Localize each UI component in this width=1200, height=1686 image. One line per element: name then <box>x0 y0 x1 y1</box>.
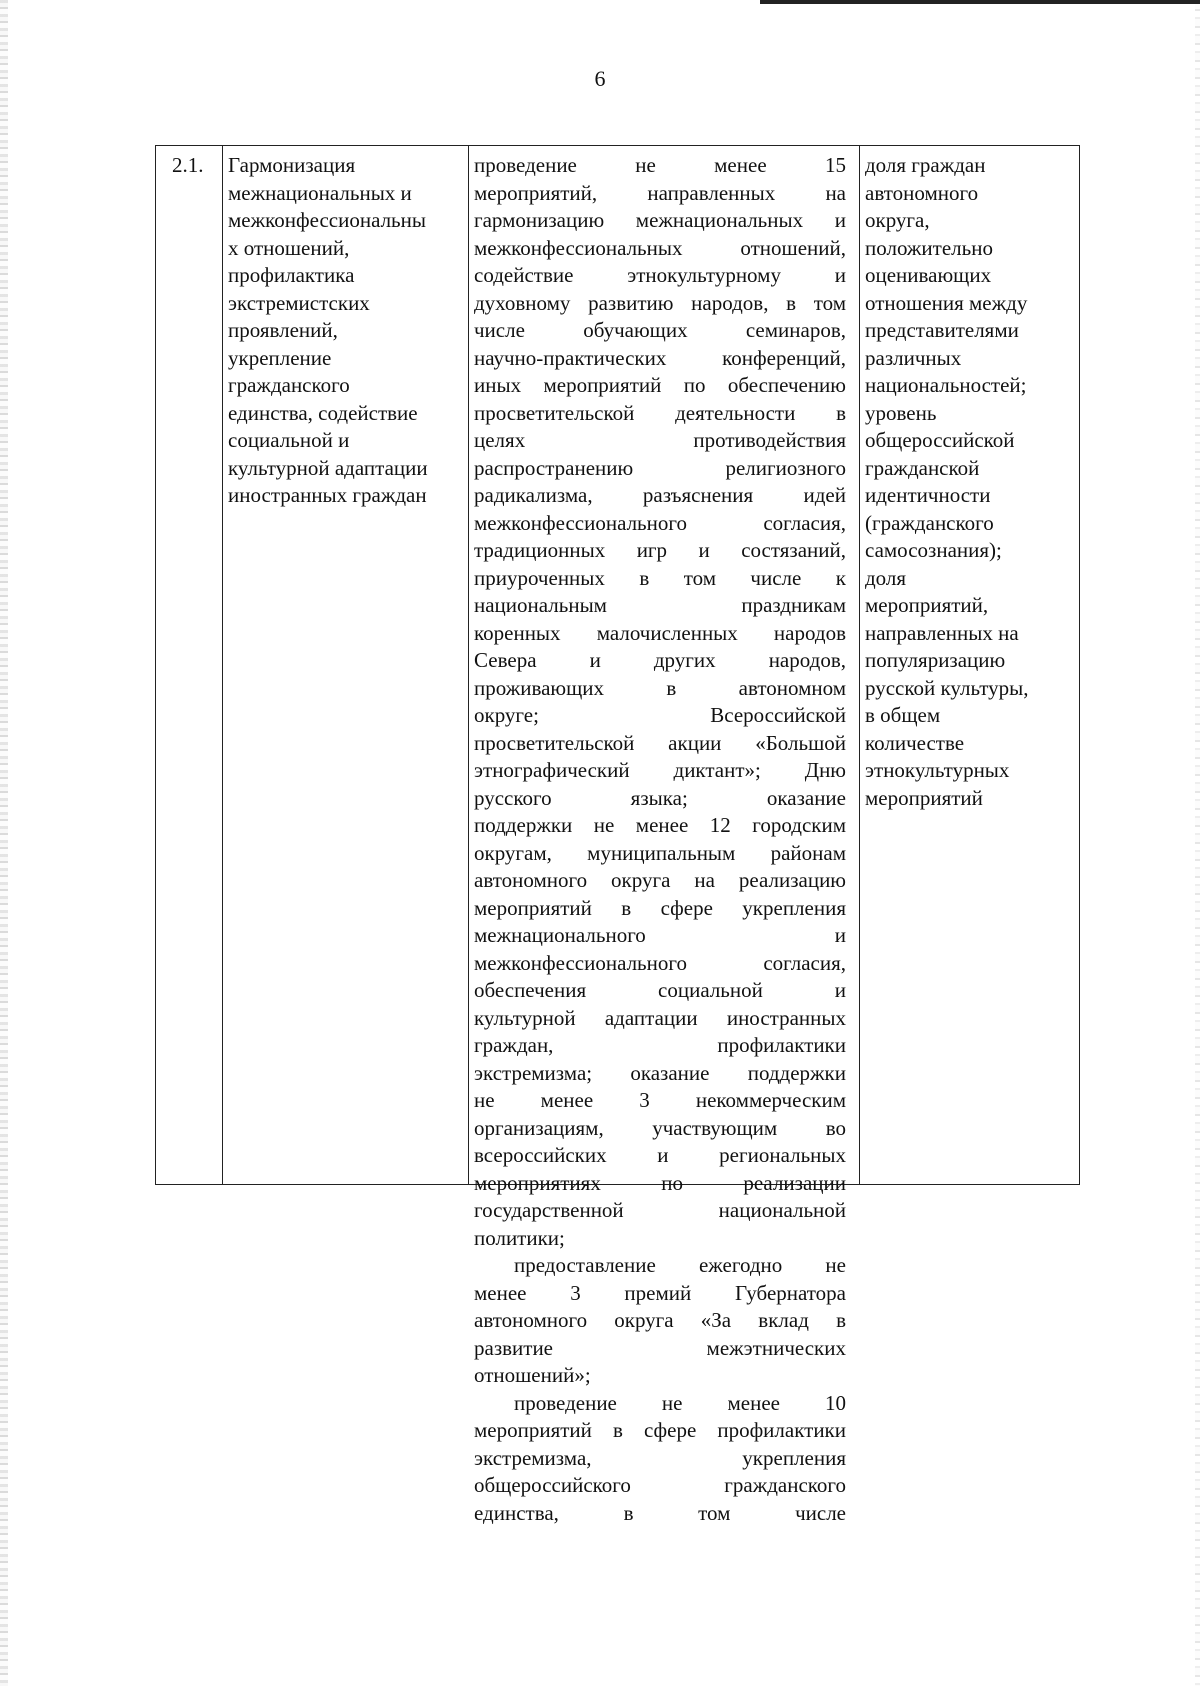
event-line: округам, муниципальным районам <box>474 840 846 865</box>
task-name-line: Гармонизация <box>228 153 356 177</box>
task-name-line: межнациональных и <box>228 180 412 205</box>
indicator-line: различных <box>865 345 962 370</box>
task-name-line: иностранных граждан <box>228 483 427 507</box>
indicator-line: направленных на <box>865 620 1019 645</box>
event-line: отношений»; <box>474 1363 591 1387</box>
event-line: не менее 3 некоммерческим <box>474 1088 846 1112</box>
event-line: общероссийского гражданского <box>474 1473 846 1497</box>
indicator-line: этнокультурных <box>865 758 1010 782</box>
task-name-line: профилактика <box>228 263 355 287</box>
indicator-line: популяризацию <box>865 648 1006 672</box>
event-line: просветительской деятельности в <box>474 400 846 425</box>
event-line: обеспечения социальной и <box>474 978 846 1002</box>
event-line: проведение не менее 15 <box>474 153 846 177</box>
event-line: межконфессионального согласия, <box>474 950 846 975</box>
indicator-line: в общем <box>865 703 941 727</box>
event-line: межконфессионального согласия, <box>474 510 846 535</box>
event-line: автономного округа на реализацию <box>474 868 846 892</box>
indicator-line: национальностей; <box>865 373 1027 397</box>
event-line: мероприятий в сфере укрепления <box>474 895 846 920</box>
task-name-cell <box>228 152 460 510</box>
indicator-line: уровень <box>865 400 937 425</box>
event-line: организациям, участвующим во <box>474 1115 846 1140</box>
event-line: радикализма, разъяснения идей <box>474 483 846 507</box>
event-line: мероприятиях по реализации <box>474 1170 846 1195</box>
task-name-line: культурной адаптации <box>228 455 428 480</box>
indicator-line: мероприятий, <box>865 593 989 617</box>
event-line: гармонизацию межнациональных и <box>474 208 846 232</box>
indicator-line: (гражданского <box>865 510 994 535</box>
event-line: культурной адаптации иностранных <box>474 1005 846 1030</box>
event-line: предоставление ежегодно не <box>514 1253 846 1277</box>
event-line: государственной национальной <box>474 1198 846 1222</box>
column-divider <box>222 146 223 1184</box>
event-line: проведение не менее 10 <box>514 1390 846 1415</box>
indicator-line: самосознания); <box>865 538 1002 562</box>
row-number: 2.1. <box>172 153 204 177</box>
event-line: межнационального и <box>474 923 846 947</box>
indicator-line: округа, <box>865 208 930 232</box>
event-line: Севера и других народов, <box>474 648 846 672</box>
event-line: традиционных игр и состязаний, <box>474 538 846 562</box>
indicator-line: гражданской <box>865 455 980 480</box>
task-name-line: проявлений, <box>228 318 338 342</box>
task-name-line: социальной и <box>228 428 350 452</box>
event-line: проживающих в автономном <box>474 675 846 700</box>
task-name-line: экстремистских <box>228 290 370 315</box>
event-line: поддержки не менее 12 городским <box>474 813 846 837</box>
task-name-line: межконфессиональны <box>228 208 426 232</box>
event-line: научно-практических конференций, <box>474 345 846 370</box>
event-line: этнографический диктант»; Дню <box>474 758 846 782</box>
task-name-line: укрепление <box>228 345 332 370</box>
task-name-line: х отношений, <box>228 235 350 260</box>
indicator-line: автономного <box>865 180 979 205</box>
event-line: национальным праздникам <box>474 593 846 617</box>
event-line: экстремизма; оказание поддержки <box>474 1060 846 1085</box>
indicator-line: положительно <box>865 235 993 260</box>
event-line: духовному развитию народов, в том <box>474 290 846 315</box>
event-line: иных мероприятий по обеспечению <box>474 373 846 397</box>
task-name-line: гражданского <box>228 373 350 397</box>
event-line: экстремизма, укрепления <box>474 1445 846 1470</box>
indicator-line: общероссийской <box>865 428 1015 452</box>
event-line: целях противодействия <box>474 428 846 452</box>
event-line: просветительской акции «Большой <box>474 730 846 755</box>
event-line: мероприятий в сфере профилактики <box>474 1418 846 1442</box>
indicator-line: оценивающих <box>865 263 992 287</box>
indicator-line: доля граждан <box>865 153 986 177</box>
event-line: межконфессиональных отношений, <box>474 235 846 260</box>
event-line: мероприятий, направленных на <box>474 180 846 205</box>
scan-edge-left <box>0 0 8 1686</box>
scan-edge-right <box>1195 0 1200 1686</box>
column-divider <box>468 146 469 1184</box>
event-line: округе; Всероссийской <box>474 703 846 727</box>
event-line: единства, в том числе <box>474 1500 846 1525</box>
event-line: русского языка; оказание <box>474 785 846 810</box>
event-line: граждан, профилактики <box>474 1033 846 1057</box>
event-line: менее 3 премий Губернатора <box>474 1280 846 1305</box>
event-line: всероссийских и региональных <box>474 1143 846 1167</box>
indicator-line: доля <box>865 565 907 590</box>
event-line: политики; <box>474 1225 565 1250</box>
indicator-line: мероприятий <box>865 785 983 810</box>
event-line: числе обучающих семинаров, <box>474 318 846 342</box>
event-line: распространению религиозного <box>474 455 846 480</box>
event-line: содействие этнокультурному и <box>474 263 846 287</box>
indicator-line: русской культуры, <box>865 675 1029 700</box>
event-line: автономного округа «За вклад в <box>474 1308 846 1332</box>
event-line: коренных малочисленных народов <box>474 620 846 645</box>
event-line: развитие межэтнических <box>474 1335 846 1360</box>
indicator-cell <box>865 152 1073 812</box>
indicator-line: отношения между <box>865 290 1028 315</box>
indicator-line: идентичности <box>865 483 991 507</box>
indicator-line: представителями <box>865 318 1019 342</box>
event-line: приуроченных в том числе к <box>474 565 846 590</box>
scan-top-bar <box>760 0 1200 4</box>
program-table <box>155 145 1080 1525</box>
task-name-line: единства, содействие <box>228 400 418 425</box>
page-number: 6 <box>594 66 606 91</box>
indicator-line: количестве <box>865 730 965 755</box>
